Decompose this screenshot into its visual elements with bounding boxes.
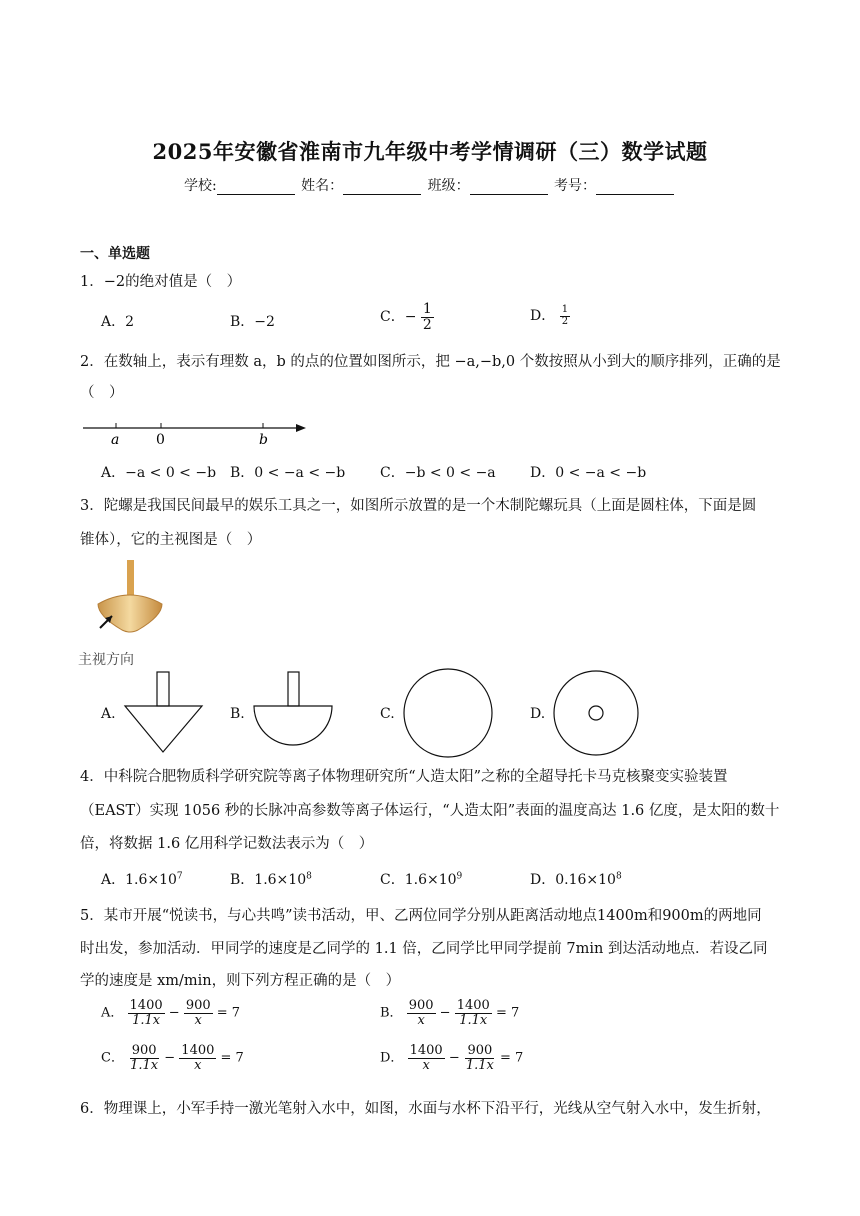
q4-stem-line3: 倍，将数据 1.6 亿用科学记数法表示为（ ）	[80, 836, 374, 852]
number-line-arrow	[296, 424, 306, 432]
q4-option-a[interactable]: A．$1.6\times 10^7$	[101, 871, 183, 888]
name-label: 姓名：	[301, 178, 344, 194]
axis-label-a: a	[111, 432, 120, 448]
view-direction-label: 主视方向	[78, 652, 134, 668]
q5-stem-line3: 学的速度是 xm/min，则下列方程正确的是（ ）	[80, 973, 401, 989]
q2-option-c[interactable]: C．−b < 0 < −a	[380, 465, 496, 481]
top-body	[98, 595, 162, 632]
name-blank[interactable]	[343, 180, 421, 195]
school-blank[interactable]	[217, 180, 295, 195]
section-heading: 一、单选题	[80, 246, 150, 262]
q1-option-a[interactable]: A．2	[101, 314, 135, 330]
q4-option-c[interactable]: C．$1.6\times 10^9$	[380, 871, 463, 888]
exam-no-blank[interactable]	[596, 180, 674, 195]
q5-stem-line1: 5．某市开展“悦读书，与心共鸣”读书活动，甲、乙两位同学分别从距离活动地点1400m和900m的两地同	[80, 908, 762, 924]
q1-c-prefix: C．−	[380, 309, 417, 326]
q1-option-b[interactable]: B．−2	[230, 314, 275, 330]
q3-option-d-figure[interactable]	[552, 668, 646, 758]
q5-option-c[interactable]: C． $\frac{900}{1.1x}$ − $\frac{1400}{x}$ = 7	[101, 1043, 244, 1073]
q1-stem: 1．−2的绝对值是（ ）	[80, 274, 242, 290]
q4-option-b[interactable]: B．$1.6\times 10^8$	[230, 871, 312, 888]
q1-d-prefix: D．	[530, 308, 556, 324]
q3-stem-line2: 锥体），它的主视图是（ ）	[80, 532, 262, 548]
axis-label-b: b	[259, 432, 268, 448]
q3-option-c-figure[interactable]	[402, 668, 496, 758]
student-info-line	[0, 175, 860, 195]
axis-label-0: 0	[156, 432, 165, 448]
class-blank[interactable]	[470, 180, 548, 195]
q4-option-d[interactable]: D．$0.16\times 10^8$	[530, 871, 622, 888]
q5-option-d[interactable]: D． $\frac{1400}{x}$ − $\frac{900}{1.1x}$ = 7	[380, 1043, 524, 1073]
q4-stem-line1: 4．中科院合肥物质科学研究院等离子体物理研究所“人造太阳”之称的全超导托卡马克核聚变实验装置	[80, 769, 728, 785]
q2-option-b[interactable]: B．0 < −a < −b	[230, 465, 346, 481]
page-title: 2025年安徽省淮南市九年级中考学情调研（三）数学试题	[152, 139, 708, 164]
q1-option-d[interactable]	[530, 305, 570, 327]
q1-c-fraction: $\frac{1}{2}$	[422, 301, 432, 333]
school-label: 学校:	[183, 178, 217, 194]
q5-option-a[interactable]: A． $\frac{1400}{1.1x}$ − $\frac{900}{x}$ = 7	[101, 998, 241, 1028]
q5-stem-line2: 时出发，参加活动．甲同学的速度是乙同学的 1.1 倍，乙同学比甲同学提前 7min 到达活动地点．若设乙同	[80, 941, 768, 957]
exam-no-label: 考号：	[554, 178, 597, 194]
q2-stem-line1: 2．在数轴上，表示有理数 a，b 的点的位置如图所示，把 −a,−b,0 个数按照从小到大的顺序排列，正确的是	[80, 354, 781, 370]
number-line-figure	[80, 418, 310, 450]
q3-option-a-figure[interactable]	[120, 670, 210, 754]
q4-stem-line2: （EAST）实现 1056 秒的长脉冲高参数等离子体运行，“人造太阳”表面的温度高达 1.6 亿度，是太阳的数十	[80, 803, 780, 819]
q1-d-fraction: $\frac{1}{2}$	[561, 304, 569, 327]
q1-option-c[interactable]	[380, 302, 434, 332]
q2-option-d[interactable]: D．0 < −a < −b	[530, 465, 647, 481]
top-handle	[127, 560, 134, 596]
q6-stem-line1: 6．物理课上，小军手持一激光笔射入水中，如图，水面与水杯下沿平行，光线从空气射入水中，发生折射，	[80, 1101, 771, 1117]
q2-option-a[interactable]: A．−a < 0 < −b	[101, 465, 217, 481]
q3-option-b-label[interactable]: B.	[230, 706, 245, 722]
q3-option-d-label[interactable]: D.	[530, 706, 546, 722]
q5-option-b[interactable]: B． $\frac{900}{x}$ − $\frac{1400}{1.1x}$ = 7	[380, 998, 520, 1028]
q3-option-c-label[interactable]: C.	[380, 706, 395, 722]
q3-option-b-figure[interactable]	[250, 670, 336, 754]
q3-option-a-label[interactable]: A.	[101, 706, 116, 722]
q2-stem-line2: （ ）	[80, 385, 124, 401]
spinning-top-photo	[78, 556, 188, 640]
q3-stem-line1: 3．陀螺是我国民间最早的娱乐工具之一，如图所示放置的是一个木制陀螺玩具（上面是圆柱体，下面是圆	[80, 498, 757, 514]
class-label: 班级：	[427, 178, 470, 194]
